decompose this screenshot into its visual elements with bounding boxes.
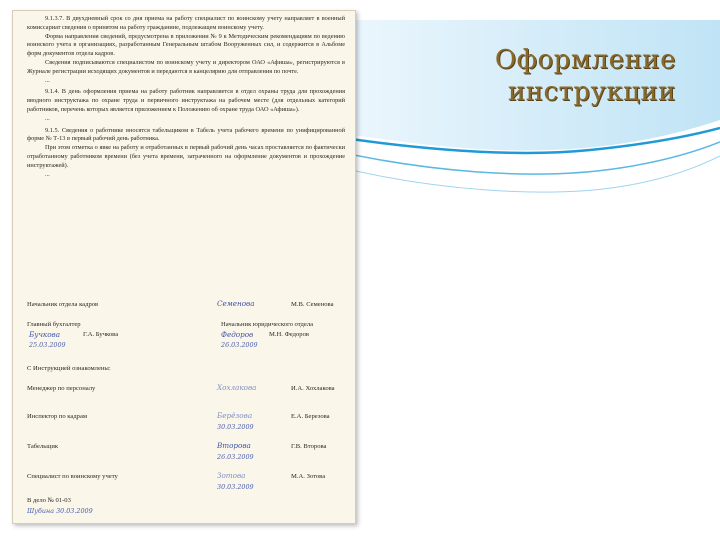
- paragraph: 9.1.5. Сведения о работнике вносятся табельщиком в Табель учета рабочего времени по унифицированной форме № Т-13 в первый рабочий день работника.: [27, 126, 345, 143]
- handwritten-signature: Федоров: [221, 330, 254, 339]
- file-note-date: Шубина 30.03.2009: [27, 507, 93, 515]
- handwritten-signature: Хохлакова: [217, 383, 257, 392]
- signature-date: 30.03.2009: [217, 423, 254, 431]
- signer-position: Инспектор по кадрам: [27, 413, 88, 420]
- scanned-document: [12, 10, 356, 524]
- signer-name: М.В. Семенова: [291, 301, 334, 308]
- handwritten-signature: Второва: [217, 441, 251, 450]
- signer-position: Специалист по воинскому учету: [27, 473, 118, 480]
- document-text: [27, 15, 345, 179]
- signature-date: 30.03.2009: [217, 483, 254, 491]
- handwritten-signature: Семенова: [217, 299, 255, 308]
- signer-position: Начальник отдела кадров: [27, 301, 99, 308]
- signer-name: И.А. Хохлакова: [291, 385, 335, 392]
- signature-date: 26.03.2009: [217, 453, 254, 461]
- signer-name: Г.В. Второва: [291, 443, 327, 450]
- acquainted-label: С Инструкцией ознакомлены:: [27, 365, 111, 372]
- paragraph: 9.1.4. В день оформления приема на работу работник направляется в отдел охраны труда для прохождения вводного инструктажа по охране труда и первичного инструктажа на рабочем месте (для отдельных категорий работников, перечень которых является приложением к Положению об охране труда ОАО «Афиша»).: [27, 88, 345, 113]
- signature-date: 26.03.2009: [221, 341, 258, 349]
- signer-position: Менеджер по персоналу: [27, 385, 96, 392]
- handwritten-signature: Берёзова: [217, 411, 253, 420]
- paragraph: При этом отметка о явке на работу и отработанных в первый рабочий день часах проставляется по фактически отработанному работником времени (без учета времени, затраченного на оформление документов и прохождение инструктажей).: [27, 144, 345, 169]
- signature-date: 25.03.2009: [29, 341, 66, 349]
- handwritten-signature: Зотова: [217, 471, 246, 480]
- ellipsis: ...: [45, 76, 50, 84]
- slide-title-line2: инструкции: [507, 77, 676, 107]
- signer-name: Е.А. Березова: [291, 413, 330, 420]
- paragraph: Форма направления сведений, предусмотрена в приложении № 9 к Методическим рекомендациям по ведению воинского учета в организациях, разработанным Генеральным штабом Вооруженных сил, и содержится в Альбоме форм документов отдела кадров.: [27, 32, 345, 58]
- ellipsis: ...: [45, 114, 50, 122]
- handwritten-signature: Бучкова: [29, 330, 61, 339]
- paragraph: 9.1.3.7. В двухдневный срок со дня приема на работу специалист по воинскому учету направляет в военный комиссариат сведения о принятом на работу гражданине, подлежащем воинскому учету.: [27, 15, 345, 31]
- signer-position: Табельщик: [27, 443, 59, 450]
- signer-name: Г.А. Бучкова: [83, 331, 119, 338]
- slide-title: [495, 44, 676, 108]
- decorative-wave-background: [330, 0, 720, 220]
- signer-name: М.А. Зотова: [291, 473, 326, 480]
- paragraph: Сведения подписываются специалистом по воинскому учету и директором ОАО «Афиша», регистрируются в Журнале регистрации исходящих документов и передаются в канцелярию для отправления по почте.: [27, 58, 345, 75]
- slide-title-line1: Оформление: [494, 45, 676, 75]
- file-note-label: В дело № 01-03: [27, 497, 71, 504]
- signer-position: Начальник юридического отдела: [221, 321, 314, 328]
- signer-position: Главный бухгалтер: [27, 321, 81, 328]
- ellipsis: ...: [45, 170, 50, 178]
- signer-name: М.Н. Федоров: [269, 331, 309, 338]
